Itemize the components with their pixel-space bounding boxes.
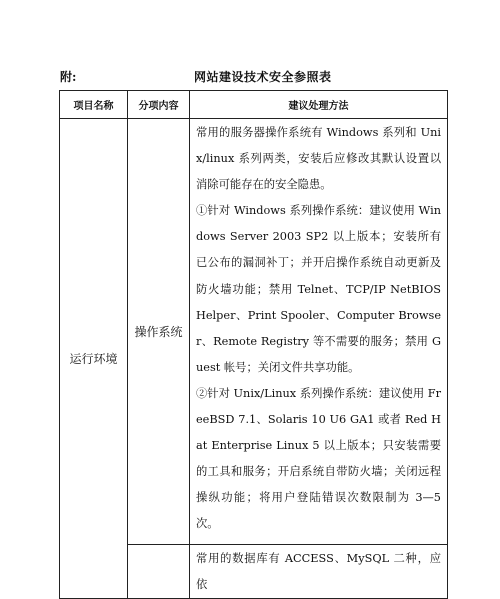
column-header-advice: 建议处理方法 — [190, 91, 448, 119]
column-header-project-name: 项目名称 — [60, 91, 128, 119]
advice-cell — [190, 544, 448, 598]
advice-paragraph: ②针对 Unix/Linux 系列操作系统：建议使用 FreeBSD 7.1、Solaris 10 U6 GA1 或者 Red Hat Enterprise Linux 5 以上版本；只安装需要的工具和服务；开启系统自带防火墙；关闭远程操纵功能；将用户登陆错误次数限制为 3—5 次。 — [196, 386, 441, 531]
project-name-cell: 运行环境 — [60, 119, 128, 599]
sub-item-cell — [128, 544, 190, 598]
table-header-row — [60, 91, 448, 119]
sub-item-cell: 操作系统 — [128, 119, 190, 545]
column-header-sub-item: 分项内容 — [128, 91, 190, 119]
advice-cell — [190, 119, 448, 545]
table-row — [60, 119, 448, 545]
appendix-label: 附: — [60, 70, 77, 84]
page-title: 网站建设技术安全参照表 — [194, 70, 332, 84]
security-reference-table — [59, 90, 448, 599]
advice-paragraph: 常用的数据库有 ACCESS、MySQL 二种，应依 — [196, 551, 441, 591]
advice-paragraph: ①针对 Windows 系列操作系统：建议使用 Windows Server 2003 SP2 以上版本；安装所有已公布的漏洞补丁；并开启操作系统自动更新及防火墙功能；禁用 Telnet、TCP/IP NetBIOS Helper、Print Spooler、Computer Browser、Remote Registry 等不需要的服务；禁用 Guest 帐号；关闭文件共享功能。 — [196, 204, 441, 374]
advice-paragraph: 常用的服务器操作系统有 Windows 系列和 Unix/linux 系列两类，安装后应修改其默认设置以消除可能存在的安全隐患。 — [196, 126, 441, 192]
